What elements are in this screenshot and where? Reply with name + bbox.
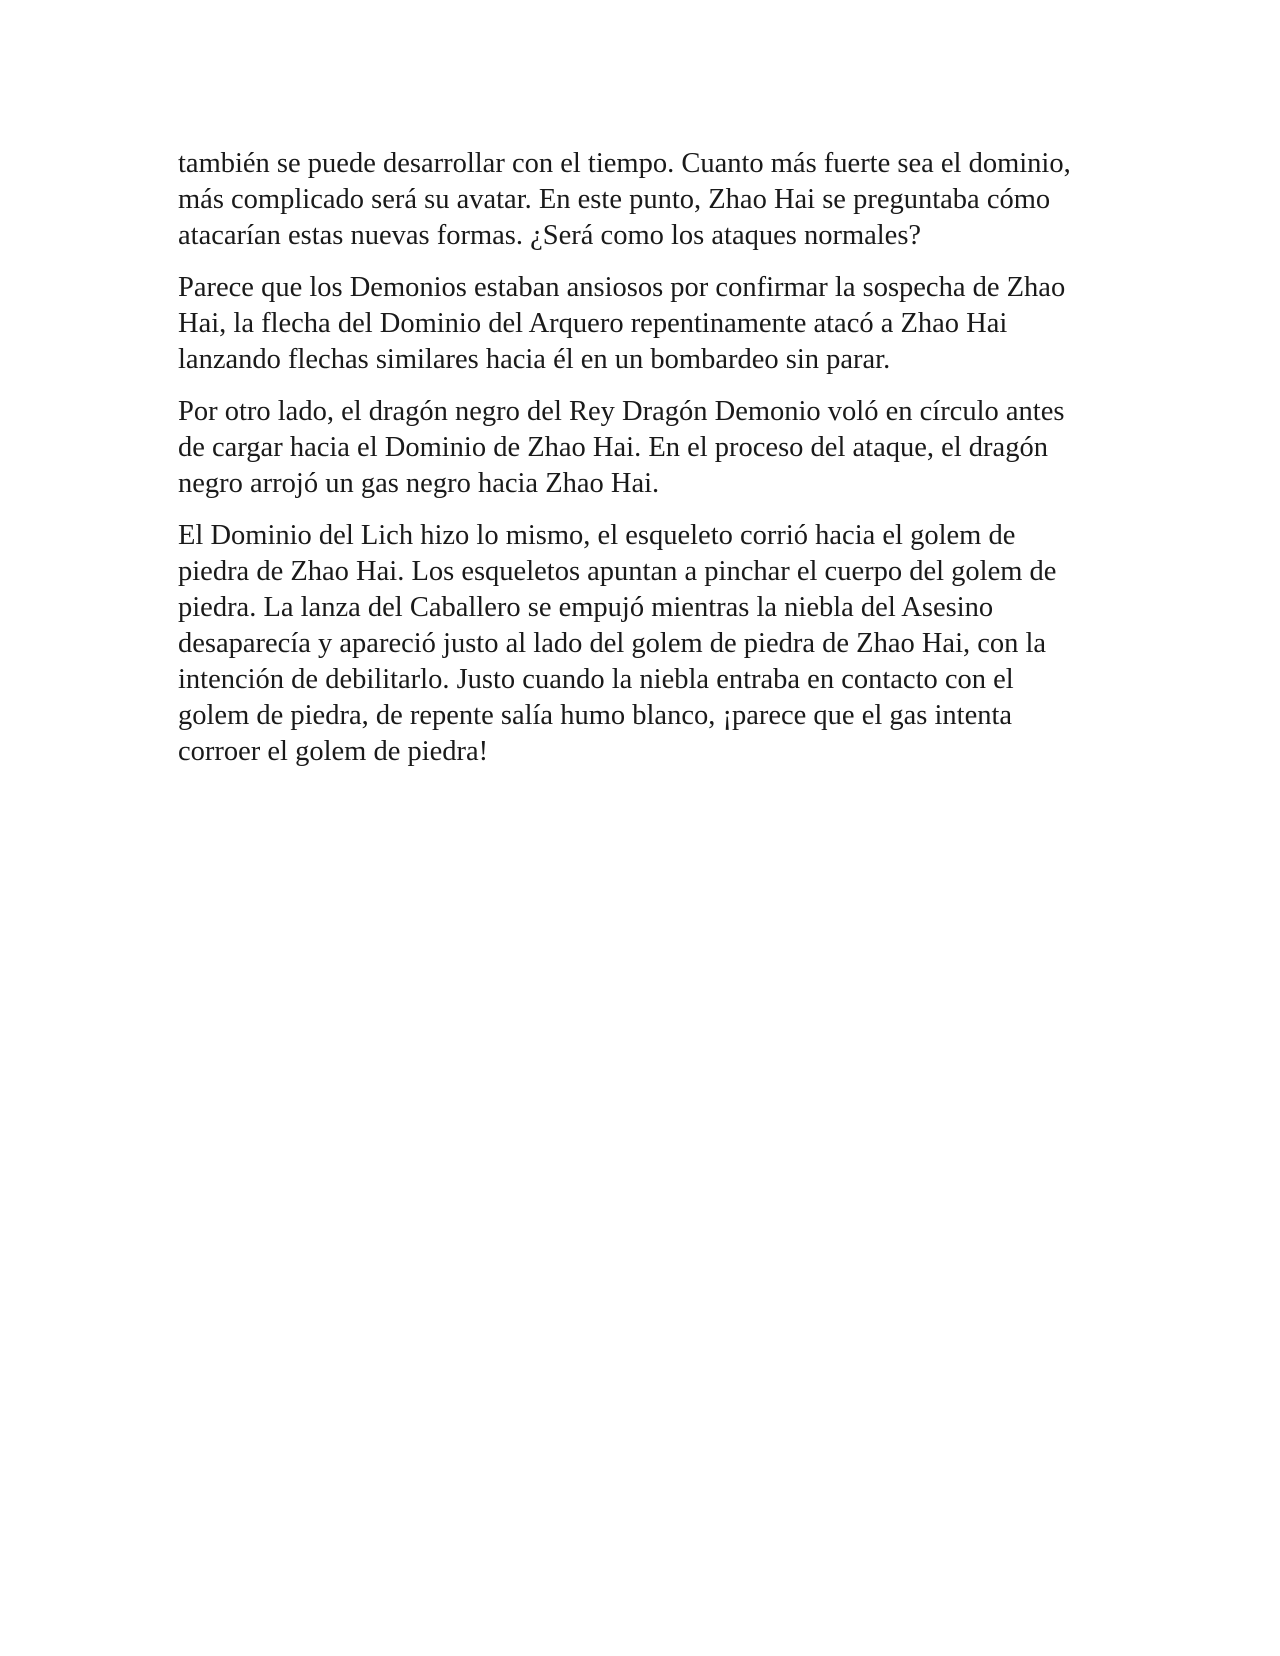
text-line: Hai, la flecha del Dominio del Arquero repentinamente atacó a Zhao Hai: [178, 308, 1008, 339]
text-line: desaparecía y apareció justo al lado del golem de piedra de Zhao Hai, con la: [178, 628, 1047, 659]
text-line: piedra. La lanza del Caballero se empujó mientras la niebla del Asesino: [178, 592, 994, 623]
text-line: Por otro lado, el dragón negro del Rey Dragón Demonio voló en círculo antes: [178, 396, 1065, 427]
paragraph-1: [178, 146, 1108, 254]
text-line: de cargar hacia el Dominio de Zhao Hai. En el proceso del ataque, el dragón: [178, 432, 1048, 463]
text-line: El Dominio del Lich hizo lo mismo, el esqueleto corrió hacia el golem de: [178, 520, 1016, 551]
paragraph-4: [178, 518, 1108, 770]
document-body: [178, 146, 1108, 786]
text-line: atacarían estas nuevas formas. ¿Será como los ataques normales?: [178, 220, 922, 251]
text-line: corroer el golem de piedra!: [178, 736, 489, 767]
paragraph-2: [178, 270, 1108, 378]
text-line: golem de piedra, de repente salía humo blanco, ¡parece que el gas intenta: [178, 700, 1013, 731]
text-line: también se puede desarrollar con el tiempo. Cuanto más fuerte sea el dominio,: [178, 148, 1071, 179]
text-line: lanzando flechas similares hacia él en un bombardeo sin parar.: [178, 344, 891, 375]
text-line: Parece que los Demonios estaban ansiosos por confirmar la sospecha de Zhao: [178, 272, 1066, 303]
text-line: piedra de Zhao Hai. Los esqueletos apuntan a pinchar el cuerpo del golem de: [178, 556, 1057, 587]
text-line: negro arrojó un gas negro hacia Zhao Hai.: [178, 468, 660, 499]
text-line: intención de debilitarlo. Justo cuando la niebla entraba en contacto con el: [178, 664, 1014, 695]
text-line: más complicado será su avatar. En este punto, Zhao Hai se preguntaba cómo: [178, 184, 1051, 215]
paragraph-3: [178, 394, 1108, 502]
